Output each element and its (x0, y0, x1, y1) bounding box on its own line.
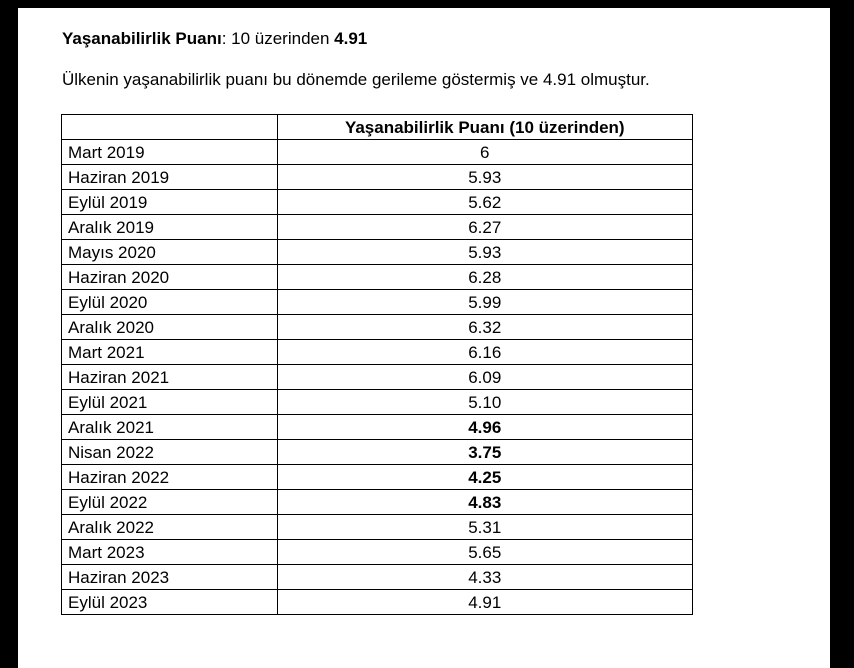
table-row (62, 365, 693, 390)
table-row (62, 290, 693, 315)
table-row (62, 165, 693, 190)
score-cell: 4.25 (277, 465, 692, 490)
score-cell: 4.33 (277, 565, 692, 590)
period-cell: Haziran 2019 (62, 165, 278, 190)
header-period (62, 115, 278, 140)
table-row (62, 265, 693, 290)
table-row (62, 340, 693, 365)
score-cell: 4.96 (277, 415, 692, 440)
table-row (62, 590, 693, 615)
score-heading (62, 29, 367, 49)
period-cell: Aralık 2022 (62, 515, 278, 540)
period-cell: Eylül 2023 (62, 590, 278, 615)
score-cell: 5.93 (277, 240, 692, 265)
score-cell: 6.16 (277, 340, 692, 365)
table-row (62, 140, 693, 165)
score-cell: 6.28 (277, 265, 692, 290)
table-row (62, 465, 693, 490)
period-cell: Aralık 2021 (62, 415, 278, 440)
table-row (62, 440, 693, 465)
period-cell: Haziran 2021 (62, 365, 278, 390)
table-row (62, 515, 693, 540)
period-cell: Eylül 2020 (62, 290, 278, 315)
score-cell: 4.83 (277, 490, 692, 515)
period-cell: Nisan 2022 (62, 440, 278, 465)
score-cell: 5.65 (277, 540, 692, 565)
score-cell: 5.93 (277, 165, 692, 190)
table-row (62, 565, 693, 590)
score-cell: 6.27 (277, 215, 692, 240)
period-cell: Eylül 2019 (62, 190, 278, 215)
table-row (62, 315, 693, 340)
heading-middle: : 10 üzerinden (221, 29, 335, 48)
table-row (62, 390, 693, 415)
table-row (62, 215, 693, 240)
period-cell: Aralık 2019 (62, 215, 278, 240)
period-cell: Eylül 2022 (62, 490, 278, 515)
score-cell: 5.99 (277, 290, 692, 315)
score-cell: 4.91 (277, 590, 692, 615)
score-cell: 3.75 (277, 440, 692, 465)
score-cell: 6.32 (277, 315, 692, 340)
period-cell: Haziran 2022 (62, 465, 278, 490)
score-cell: 5.31 (277, 515, 692, 540)
document-page (18, 8, 830, 668)
table-row (62, 190, 693, 215)
score-cell: 5.62 (277, 190, 692, 215)
table-row (62, 490, 693, 515)
table-row (62, 415, 693, 440)
period-cell: Aralık 2020 (62, 315, 278, 340)
period-cell: Haziran 2020 (62, 265, 278, 290)
period-cell: Mart 2019 (62, 140, 278, 165)
table-body (62, 140, 693, 615)
period-cell: Haziran 2023 (62, 565, 278, 590)
table-row (62, 240, 693, 265)
score-cell: 6.09 (277, 365, 692, 390)
table-header-row (62, 115, 693, 140)
heading-label: Yaşanabilirlik Puanı (62, 29, 222, 48)
score-table (61, 114, 693, 615)
header-score: Yaşanabilirlik Puanı (10 üzerinden) (277, 115, 692, 140)
table-row (62, 540, 693, 565)
period-cell: Eylül 2021 (62, 390, 278, 415)
period-cell: Mart 2021 (62, 340, 278, 365)
score-cell: 5.10 (277, 390, 692, 415)
score-cell: 6 (277, 140, 692, 165)
period-cell: Mart 2023 (62, 540, 278, 565)
summary-text: Ülkenin yaşanabilirlik puanı bu dönemde gerileme göstermiş ve 4.91 olmuştur. (62, 70, 650, 89)
heading-value: 4.91 (334, 29, 368, 48)
period-cell: Mayıs 2020 (62, 240, 278, 265)
